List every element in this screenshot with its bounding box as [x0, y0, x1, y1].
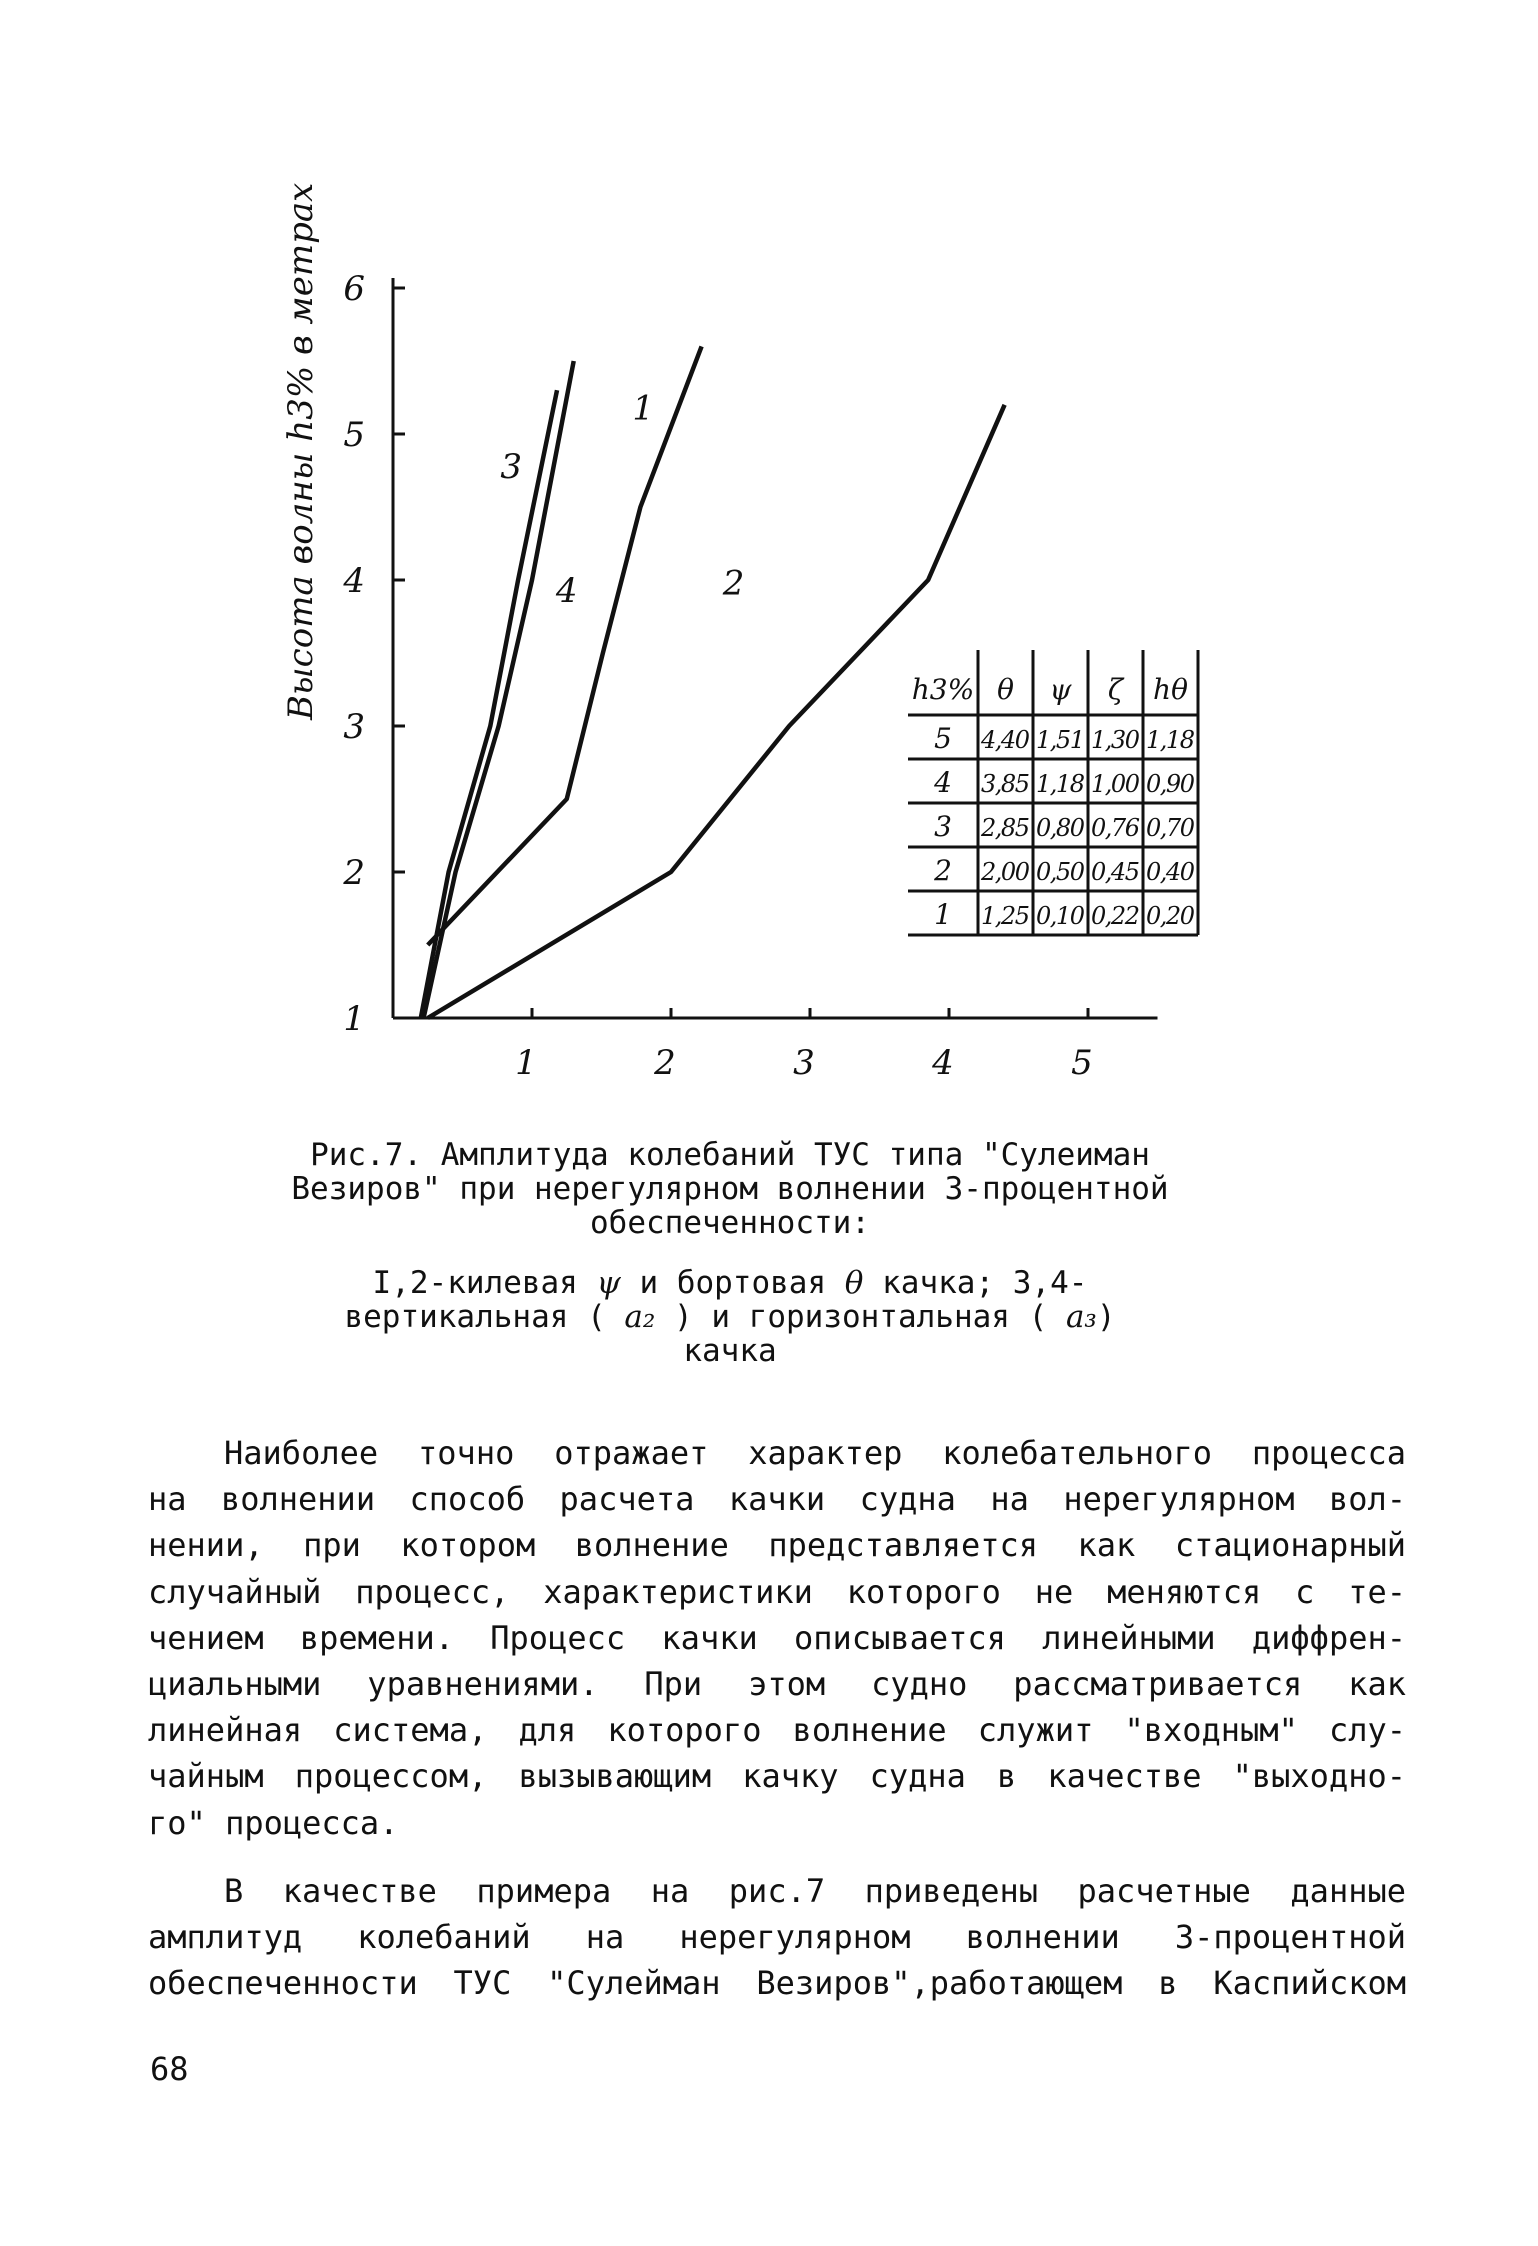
- table-cell: 2,00: [981, 858, 1030, 886]
- x-tick-label: 4: [932, 1043, 954, 1083]
- y-axis-label: Высота волны h3% в метрах: [281, 182, 321, 720]
- y-tick-label: 1: [343, 999, 365, 1039]
- figure-caption: [200, 1138, 1260, 1368]
- caption-legend-line: вертикальная ( a₂ ) и горизонтальная ( a₃): [344, 1299, 1116, 1335]
- y-tick-label: 4: [343, 561, 365, 601]
- psi-symbol: ψ: [596, 1265, 621, 1301]
- caption-legend-line: I,2-килевая ψ и бортовая θ качка; 3,4-: [372, 1265, 1088, 1301]
- text-line: на волнении способ расчета качки судна на нерегулярном вол-: [148, 1480, 1406, 1519]
- series-line-2: [428, 405, 1005, 1018]
- table-cell: 2: [934, 854, 952, 887]
- y-tick-label: 2: [343, 853, 365, 893]
- text-line: чением времени. Процесс качки описывается линейными диффрен-: [148, 1618, 1406, 1657]
- x-tick-label: 5: [1071, 1043, 1093, 1083]
- text-line: нении, при котором волнение представляется как стационарный: [148, 1526, 1406, 1565]
- table-header-cell: θ: [997, 673, 1014, 706]
- table-cell: 2,85: [981, 814, 1030, 842]
- paragraph-2: [148, 1868, 1406, 2007]
- table-cell: 0,40: [1146, 858, 1195, 886]
- a2-symbol: a₂: [624, 1299, 656, 1335]
- line-label-1: 1: [632, 388, 655, 429]
- text-line: амплитуд колебаний на нерегулярном волнении 3-процентной: [148, 1918, 1406, 1957]
- line-label-4: 4: [555, 570, 578, 611]
- text-line: Наиболее точно отражает характер колебательного процесса: [224, 1434, 1406, 1472]
- table-cell: 4,40: [981, 726, 1030, 754]
- table-cell: 1: [934, 898, 952, 931]
- line-label-2: 2: [722, 563, 745, 604]
- table-cell: 3: [934, 810, 952, 843]
- table-cell: 0,76: [1091, 814, 1140, 842]
- table-cell: 0,70: [1146, 814, 1195, 842]
- a3-symbol: a₃: [1065, 1299, 1097, 1335]
- table-cell: 1,18: [1036, 770, 1085, 798]
- table-cell: 0,50: [1036, 858, 1085, 886]
- text-line: В качестве примера на рис.7 приведены расчетные данные: [224, 1871, 1406, 1910]
- series-line-4: [421, 390, 557, 1018]
- text-line: случайный процесс, характеристики которого не меняются с те-: [148, 1572, 1406, 1611]
- table-cell: 0,90: [1146, 770, 1195, 798]
- table-cell: 1,25: [981, 902, 1030, 930]
- table-cell: 0,22: [1091, 902, 1140, 930]
- table-cell: 1,51: [1036, 726, 1085, 754]
- x-tick-label: 2: [654, 1043, 676, 1083]
- y-tick-label: 6: [343, 269, 365, 309]
- table-header-cell: hθ: [1153, 673, 1188, 706]
- table-cell: 0,10: [1036, 902, 1085, 930]
- table-header-cell: h3%: [911, 673, 975, 706]
- text-line: линейная система, для которого волнение служит "входным" слу-: [148, 1711, 1406, 1750]
- caption-legend-line: качка: [683, 1333, 777, 1369]
- table-header-cell: ζ: [1107, 673, 1124, 706]
- chart-tick-labels: [342, 269, 1092, 1083]
- table-cell: 0,45: [1091, 858, 1140, 886]
- line-label-3: 3: [500, 446, 522, 487]
- table-cell: 3,85: [981, 770, 1030, 798]
- x-tick-label: 3: [793, 1043, 815, 1083]
- text-line: циальными уравнениями. При этом судно рассматривается как: [148, 1665, 1406, 1704]
- caption-title-line: обеспеченности:: [590, 1205, 870, 1241]
- table-header-cell: ψ: [1049, 673, 1072, 706]
- table-cell: 0,20: [1146, 902, 1195, 930]
- y-tick-label: 5: [343, 415, 365, 455]
- table-cell: 1,30: [1091, 726, 1140, 754]
- table-cell: 5: [934, 722, 952, 755]
- body-text: [148, 1430, 1406, 2028]
- theta-symbol: θ: [844, 1265, 864, 1301]
- table-cell: 4: [934, 766, 952, 799]
- caption-title-line: Рис.7. Амплитуда колебаний ТУС типа "Сулеиман: [310, 1137, 1150, 1173]
- table-cell: 1,00: [1091, 770, 1140, 798]
- table-cell: 1,18: [1146, 726, 1195, 754]
- data-table: [908, 650, 1198, 935]
- y-tick-label: 3: [343, 707, 365, 747]
- paragraph-1: [148, 1430, 1406, 1846]
- x-tick-label: 1: [515, 1043, 537, 1083]
- series-line-1: [428, 346, 702, 945]
- text-line: обеспеченности ТУС "Сулейман Везиров",работающем в Каспийском: [148, 1964, 1406, 2003]
- table-cell: 0,80: [1036, 814, 1085, 842]
- page-number: 68: [150, 2050, 189, 2088]
- text-line: чайным процессом, вызывающим качку судна в качестве "выходно-: [148, 1757, 1406, 1796]
- text-line: го" процесса.: [148, 1803, 399, 1842]
- caption-title-line: Везиров" при нерегулярном волнении 3-процентной: [291, 1171, 1169, 1207]
